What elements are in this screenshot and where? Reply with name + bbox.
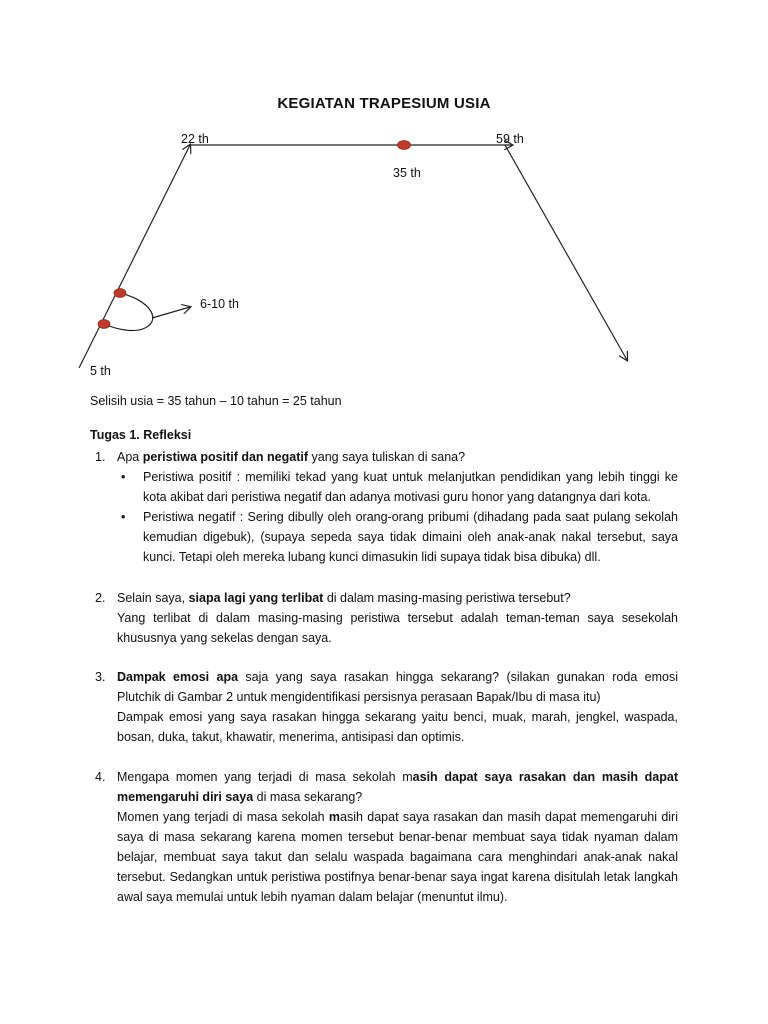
label-59-th: 59 th [496,132,524,146]
question-1-answers [117,467,678,567]
list-item [117,467,678,507]
list-item [117,507,678,567]
question-text: Selain saya, [117,591,189,605]
question-number: 1. [95,450,106,464]
left-age-line [79,145,190,368]
answer-text-part: Momen yang terjadi di masa sekolah [117,810,329,824]
answer-bold: m [328,810,341,824]
document-title: KEGIATAN TRAPESIUM USIA [277,95,491,112]
question-bold: peristiwa positif dan negatif [142,450,309,464]
bullet-text: Peristiwa positif : memiliki tekad yang kuat untuk melanjutkan pendidikan yang lebih tinggi ke kota akibat dari peristiwa negatif dan adanya motivasi guru honor yang datangnya dari kota. [143,470,678,504]
marker-35 [398,141,411,150]
question-text: di masa sekarang? [253,790,363,804]
answer-text [117,807,678,907]
marker-6 [98,320,110,329]
question-text: Apa [117,450,143,464]
question-1 [95,447,678,467]
answer-text: Dampak emosi yang saya rasakan hingga sekarang yaitu benci, muak, marah, jengkel, waspada, bosan, duka, takut, khawatir, menerima, antisipasi dan optimis. [117,710,678,744]
label-22-th: 22 th [181,132,209,146]
question-number: 4. [95,770,106,784]
question-4 [95,767,678,907]
marker-10 [114,289,126,298]
answer-text: Yang terlibat di dalam masing-masing peristiwa tersebut adalah teman-teman saya sesekolah khususnya yang sekelas dengan saya. [117,611,678,645]
question-text: di dalam masing-masing peristiwa tersebut? [323,591,571,605]
tugas-heading: Tugas 1. Refleksi [90,428,192,442]
question-bold: asih dapat saya rasakan dan masih dapat memengaruhi diri saya [117,770,678,804]
question-number: 2. [95,591,106,605]
label-5-th: 5 th [90,364,111,378]
right-age-line [505,145,627,360]
question-3 [95,667,678,747]
question-bold: siapa lagi yang terlibat [188,591,324,605]
label-35-th: 35 th [393,166,421,180]
bullet-icon: • [121,470,126,484]
age-range-arrow [152,307,190,318]
bullet-text: Peristiwa negatif : Sering dibully oleh orang-orang pribumi (dihadang pada saat pulang sekolah kemudian digebuk), (supaya sepeda saya tidak dimaini oleh anak-anak nakal tersebut, saya kunci. Tetapi oleh mereka lubang kunci dimasukin lidi supaya tidak bisa dibuka) dll. [143,510,678,564]
bullet-icon: • [121,510,126,524]
age-difference-text: Selisih usia = 35 tahun – 10 tahun = 25 tahun [90,394,342,408]
question-text: saja yang saya rasakan hingga sekarang? (silakan gunakan roda emosi Plutchik di Gambar 2 untuk mengidentifikasi persisnya perasaan Bapak/Ibu di masa itu) [117,670,678,704]
question-text: Mengapa momen yang terjadi di masa sekolah m [117,770,413,784]
question-text: yang saya tuliskan di sana? [308,450,466,464]
age-range-bracket [104,293,153,331]
question-bold: Dampak emosi apa [117,670,239,684]
age-trapezium-diagram [0,0,768,400]
label-6-10-th: 6-10 th [200,297,239,311]
question-2 [95,588,678,648]
question-number: 3. [95,670,106,684]
answer-text-part: asih dapat saya rasakan dan masih dapat memengaruhi diri saya di masa sekarang karena momen tersebut benar-benar membuat saya tidak nyaman dalam belajar, membuat saya takut dan selalu waspada bagaimana cara menghindari anak-anak nakal tersebut. Sedangkan untuk peristiwa postifnya benar-benar saya ingat karena disitulah letak langkah awal saya memulai untuk lebih nyaman dalam belajar (menuntut ilmu). [117,810,678,904]
